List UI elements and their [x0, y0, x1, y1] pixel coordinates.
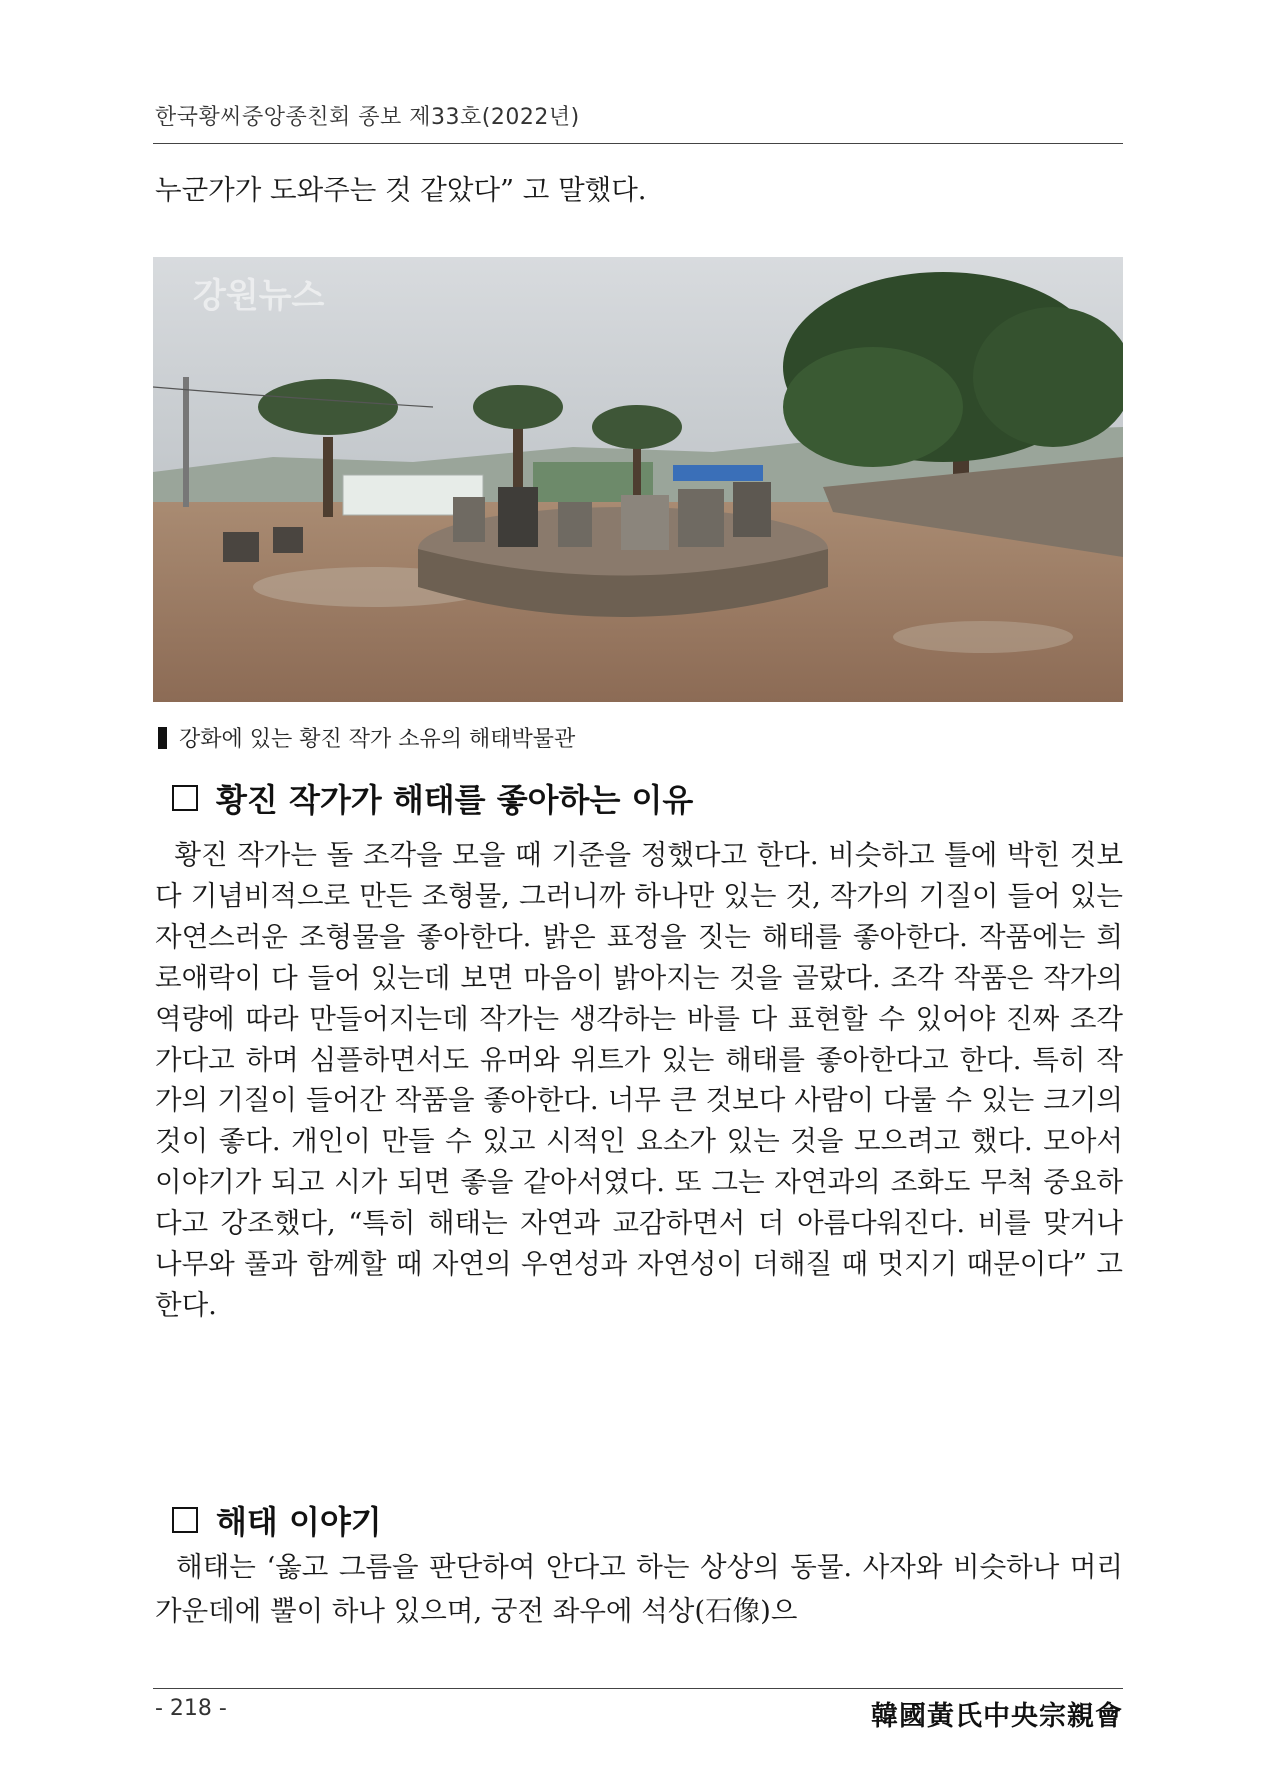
- section-heading-reasons: [172, 775, 693, 821]
- haetae-museum-photo: [153, 257, 1123, 702]
- blue-roof: [673, 465, 763, 481]
- checkbox-bullet-icon: [172, 1507, 198, 1533]
- section-body-haetae-story: 해태는 ‘옳고 그름을 판단하여 안다고 하는 상상의 동물. 사자와 비슷하나 머리 가운데에 뿔이 하나 있으며, 궁전 좌우에 석상(石像)으: [155, 1551, 1132, 1627]
- utility-pole: [183, 377, 189, 507]
- section-heading-haetae-story: [172, 1497, 382, 1543]
- section-body-reasons: 황진 작가는 돌 조각을 모을 때 기준을 정했다고 한다. 비슷하고 틀에 박힌 것보다 기념비적으로 만든 조형물, 그러니까 하나만 있는 것, 작가의 기질이 들어 있는 자연스러운 조형물을 좋아한다. 밝은 표정을 짓는 해태를 좋아한다. 작품에는 희로애락이 다 들어 있는데 보면 마음이 밝아지는 것을 골랐다. 조각 작품은 작가의 역량에 따라 만들어지는데 작가는 생각하는 바를 다 표현할 수 있어야 진짜 조각가다고 하며 심플하면서도 유머와 위트가 있는 해태를 좋아한다고 한다. 특히 작가의 기질이 들어간 작품을 좋아한다. 너무 큰 것보다 사람이 다룰 수 있는 크기의 것이 좋다. 개인이 만들 수 있고 시적인 요소가 있는 것을 모으려고 했다. 모아서 이야기가 되고 시가 되면 좋을 같아서였다. 또 그는 자연과의 조화도 무척 중요하다고 강조했다, “특히 해태는 자연과 교감하면서 더 아름다워진다. 비를 맞거나 나무와 풀과 함께할 때 자연의 우연성과 자연성이 더해질 때 멋지기 때문이다” 고 한다.: [155, 839, 1132, 1321]
- photo-caption: [158, 722, 575, 753]
- lead-paragraph: 누군가가 도와주는 것 같았다” 고 말했다.: [155, 174, 647, 206]
- section-heading-text: 황진 작가가 해태를 좋아하는 이유: [216, 781, 694, 819]
- caption-text: 강화에 있는 황진 작가 소유의 해태박물관: [179, 727, 576, 752]
- page-header-title: 한국황씨중앙종친회 종보 제33호(2022년): [155, 105, 580, 130]
- header-divider: [153, 143, 1123, 144]
- footer-organization-name: 韓國黃氏中央宗親會: [871, 1701, 1123, 1732]
- puddle: [893, 621, 1073, 653]
- footer-divider: [153, 1688, 1123, 1689]
- section-heading-text: 해태 이야기: [216, 1503, 382, 1541]
- checkbox-bullet-icon: [172, 785, 198, 811]
- caption-marker: [158, 727, 167, 749]
- photo-watermark: 강원뉴스: [193, 276, 325, 316]
- page-number: - 218 -: [155, 1696, 227, 1721]
